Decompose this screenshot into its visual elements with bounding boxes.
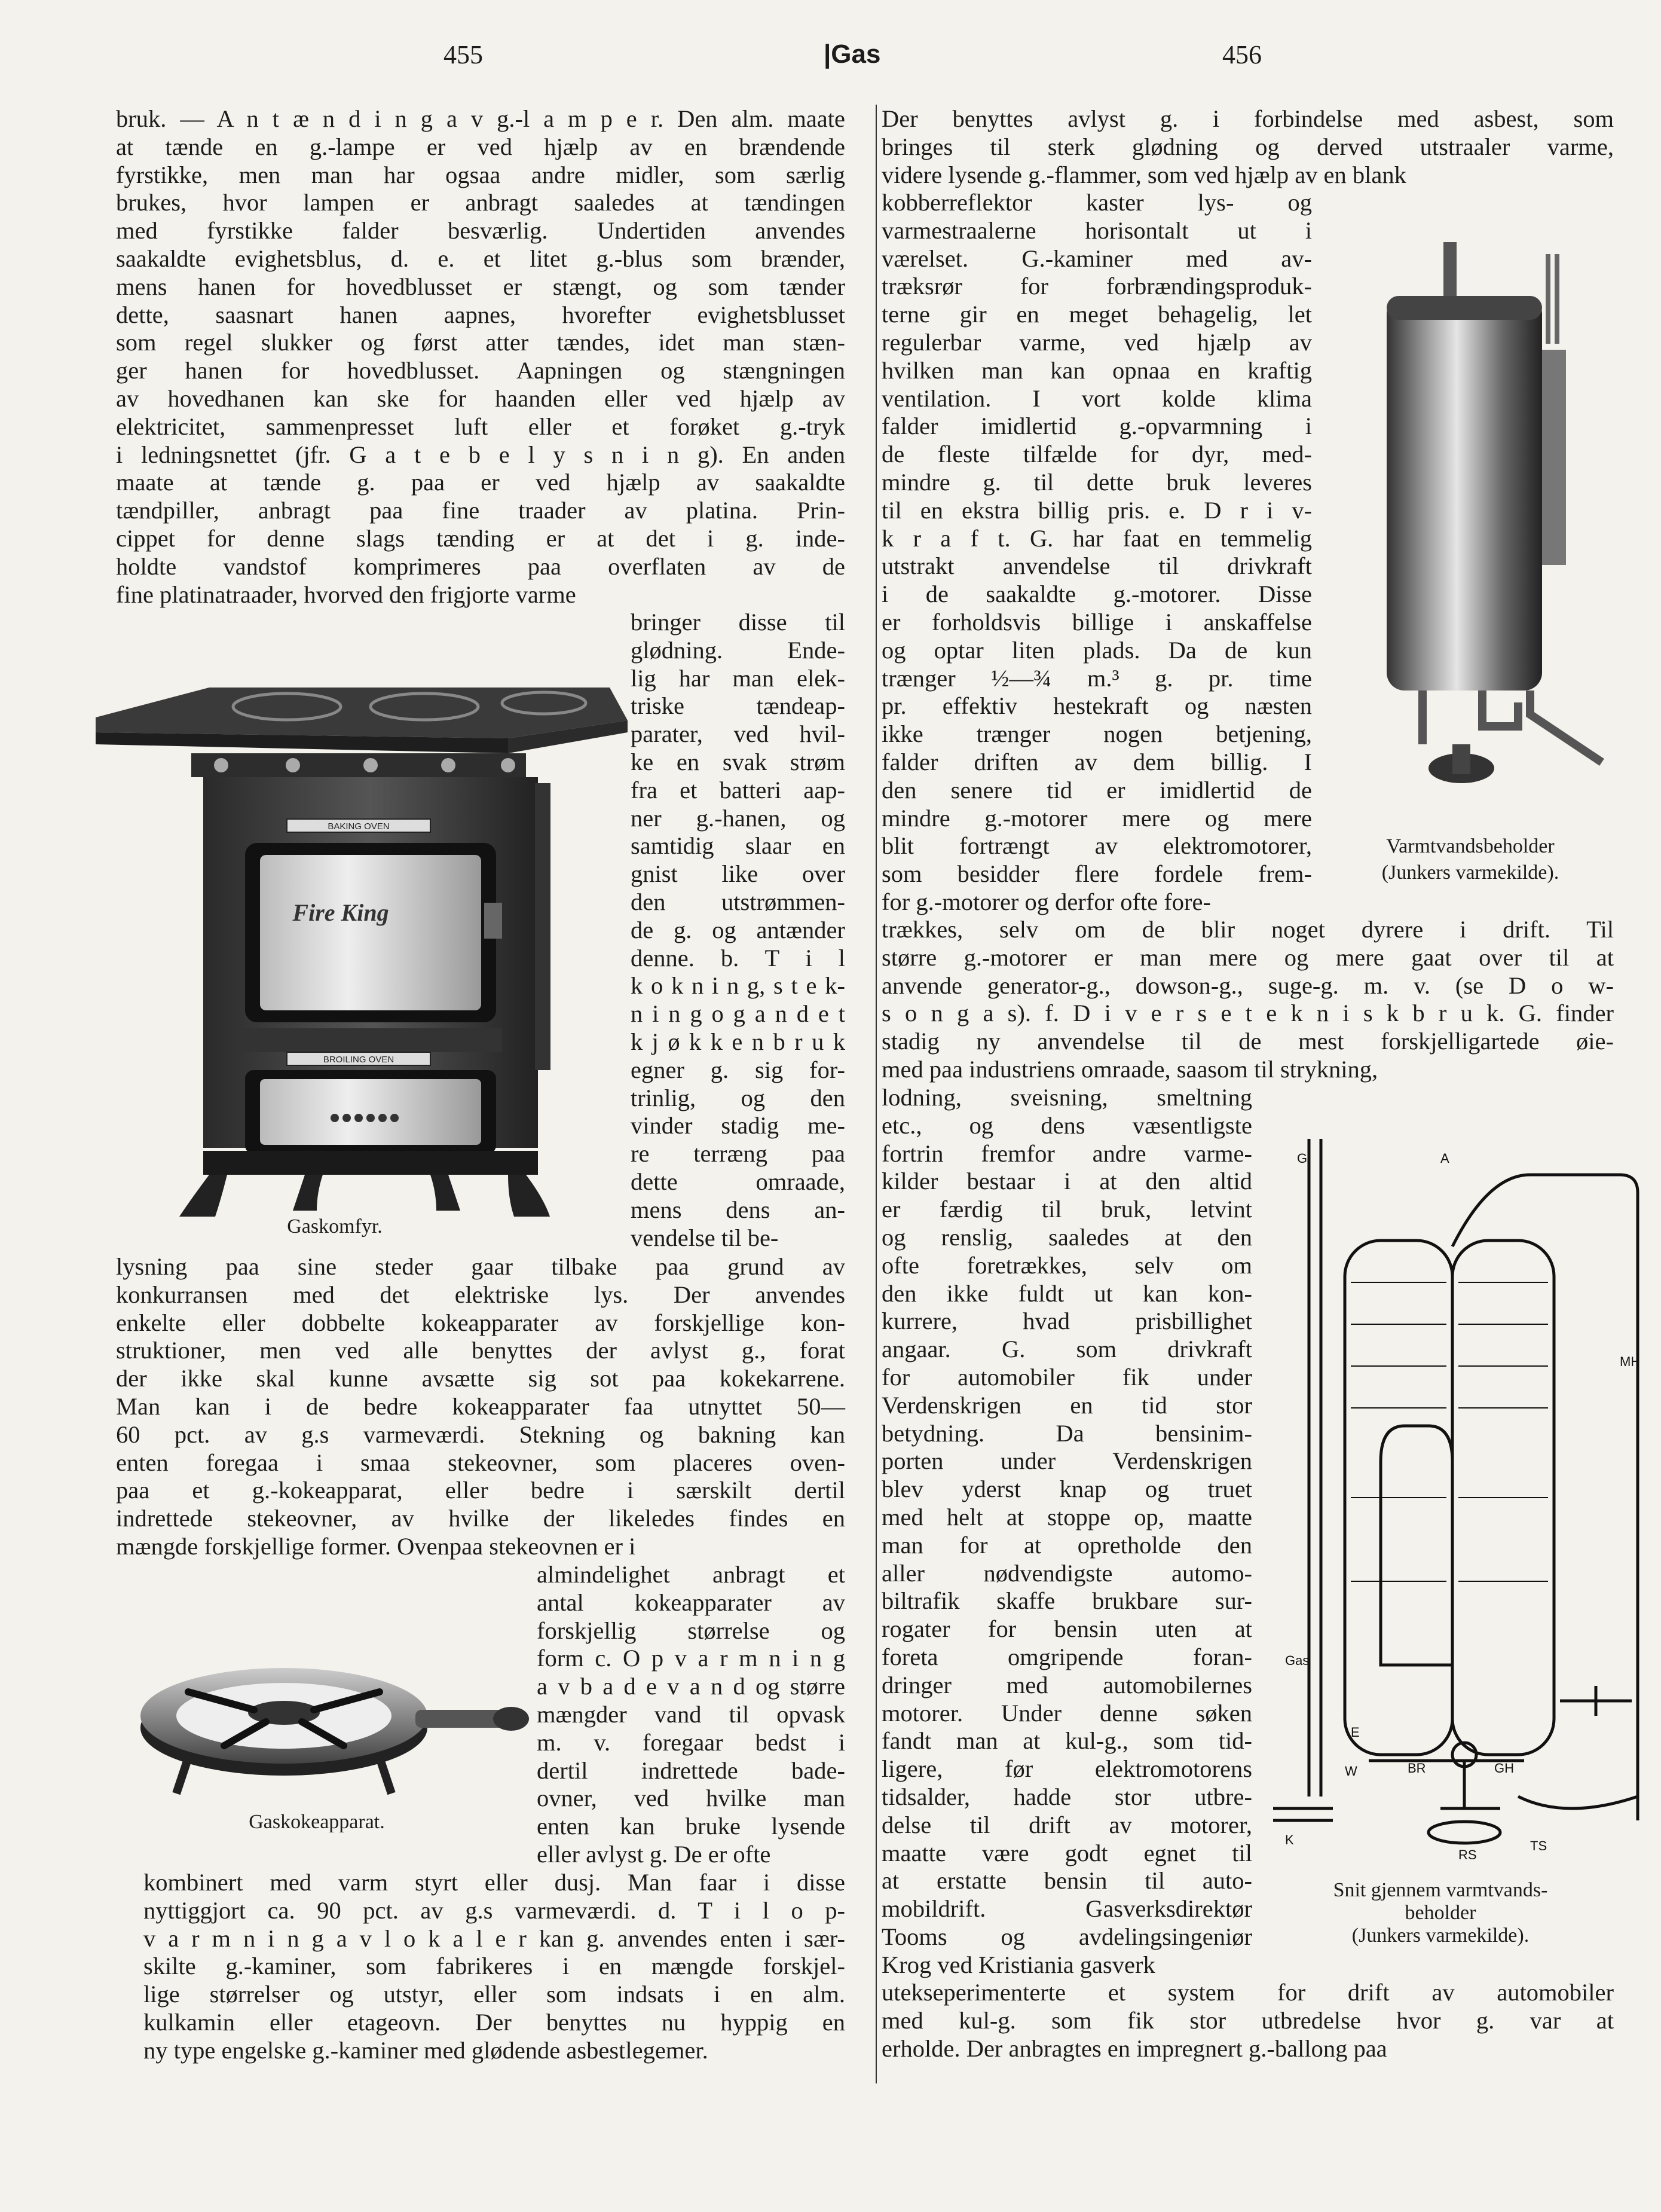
text-line: blit fortrængt av elektromotorer, — [882, 832, 1312, 860]
text-line: brukes, hvor lampen er anbragt saaledes at tændingen — [116, 189, 845, 216]
text-line: varmestraalerne horisontalt ut i — [882, 216, 1312, 244]
text-line: fine platinatraader, hvorved den frigjorte varme — [116, 581, 576, 608]
text-line: lysning paa sine steder gaar tilbake paa grund av — [116, 1253, 845, 1280]
text-line: regulerbar varme, ved hjælp av — [882, 328, 1312, 356]
left-page-number: 455 — [443, 40, 483, 69]
diagram-label: Gas — [1285, 1653, 1310, 1668]
text-line: som regel slukker og først atter tændes, idet man stæn- — [116, 329, 845, 356]
text-line: k o k n i n g, s t e k- — [631, 972, 845, 1000]
text-line: ger hanen for hovedblusset. Aapningen og stængningen — [116, 357, 845, 384]
text-line: trænger ½—¾ m.³ g. pr. time — [882, 664, 1312, 692]
text-line: er færdig til bruk, letvint — [882, 1196, 1252, 1223]
text-line: pr. effektiv hestekraft og næsten — [882, 692, 1312, 720]
text-line: trækkes, selv om de blir noget dyrere i drift. Til — [882, 916, 1614, 943]
left-column-top — [116, 105, 845, 609]
text-line: a v b a d e v a n d og større — [537, 1673, 845, 1700]
text-line: de g. og antænder — [631, 916, 845, 943]
text-line: betydning. Da bensinim- — [882, 1419, 1252, 1447]
text-line: motorer. Under denne søken — [882, 1699, 1252, 1727]
text-line: mængder vand til opvask — [537, 1700, 845, 1728]
text-line: erholde. Der anbragtes en impregnert g.-ballong paa — [882, 2034, 1387, 2062]
text-line: vendelse til be- — [631, 1224, 779, 1251]
text-line: bruk. — A n t æ n d i n g a v g.-l a m p e r. Den alm. maate — [116, 105, 845, 132]
text-line: almindelighet anbragt et — [537, 1561, 845, 1588]
diagram-label: MH — [1620, 1354, 1641, 1369]
burner-caption: Gaskokeapparat. — [249, 1811, 385, 1833]
text-line: forskjellig størrelse og — [537, 1617, 845, 1644]
text-line: mens dens an- — [631, 1196, 845, 1223]
text-line: enten kan bruke lysende — [537, 1813, 845, 1840]
text-line: elektricitet, sammenpresset luft eller et forøket g.-tryk — [116, 413, 845, 440]
stove-caption: Gaskomfyr. — [287, 1215, 383, 1238]
text-line: m. v. foregaar bedst i — [537, 1728, 845, 1756]
text-line: stadig ny anvendelse til de mest forskjelligartede øie- — [882, 1028, 1614, 1055]
text-line: i de saakaldte g.-motorer. Disse — [882, 581, 1312, 608]
diagram-label: G — [1297, 1151, 1308, 1166]
text-line: anvende generator-g., dowson-g., suge-g. m. v. (se D o w- — [882, 971, 1614, 999]
text-line: den ikke fuldt ut kan kon- — [882, 1279, 1252, 1307]
left-column-middle — [116, 1253, 845, 1561]
text-line: blev yderst knap og truet — [882, 1475, 1252, 1503]
text-line: porten under Verdenskrigen — [882, 1447, 1252, 1475]
text-line: med helt at stoppe op, maatte — [882, 1503, 1252, 1530]
text-line: gnist like over — [631, 860, 845, 888]
text-line: kulkamin eller etageovn. Der benyttes nu hyppig en — [143, 2008, 845, 2036]
text-line: denne. b. T i l — [631, 944, 845, 971]
text-line: kombinert med varm styrt eller dusj. Man faar i disse — [143, 1869, 845, 1896]
text-line: ventilation. I vort kolde klima — [882, 384, 1312, 412]
text-line: utekseperimenterte et system for drift av automobiler — [882, 1979, 1614, 2006]
text-line: mindre g. til dette bruk leveres — [882, 468, 1312, 496]
right-column-beside-heater — [882, 189, 1312, 916]
column-divider — [876, 105, 877, 2083]
text-line: foreta omgripende foran- — [882, 1643, 1252, 1670]
text-line: holdte vandstof komprimeres paa overflaten av de — [116, 552, 845, 580]
text-line: fandt man at kul-g., som tid- — [882, 1727, 1252, 1755]
diagram-label: BR — [1408, 1761, 1426, 1776]
text-line: tændpiller, anbragt paa fine traader av platina. Prin- — [116, 497, 845, 524]
right-column-middle — [882, 916, 1614, 1084]
text-line: Man kan i de bedre kokeapparater faa utnyttet 50— — [116, 1392, 845, 1420]
text-line: angaar. G. som drivkraft — [882, 1336, 1252, 1363]
text-line: for automobiler fik under — [882, 1363, 1252, 1391]
text-line: aller nødvendigste automo- — [882, 1559, 1252, 1587]
diagram-label: GH — [1494, 1761, 1514, 1776]
text-line: og optar liten plads. Da de kun — [882, 636, 1312, 664]
text-line: enten foregaa i smaa stekeovner, som placeres oven- — [116, 1449, 845, 1476]
text-line: indrettede stekeovner, av hvilke der likeledes findes en — [116, 1505, 845, 1532]
heater-caption-line1: Varmtvandsbeholder — [1386, 835, 1555, 857]
text-line: med paa industriens omraade, saasom til strykning, — [882, 1055, 1378, 1083]
text-line: er forholdsvis billige i anskaffelse — [882, 608, 1312, 636]
text-line: biltrafik skaffe brukbare sur- — [882, 1587, 1252, 1615]
text-line: cippet for denne slags tænding er at det i g. inde- — [116, 524, 845, 552]
right-column-bottom — [882, 1979, 1614, 2063]
text-line: k r a f t. G. har faat en temmelig — [882, 524, 1312, 552]
text-line: at erstatte bensin til auto- — [882, 1867, 1252, 1895]
left-column-bottom — [143, 1869, 845, 2065]
text-line: rogater for bensin uten at — [882, 1615, 1252, 1643]
diagram-label: W — [1345, 1764, 1357, 1779]
text-line: mindre g.-motorer mere og mere — [882, 804, 1312, 832]
text-line: glødning. Ende- — [631, 636, 845, 664]
text-line: at tænde en g.-lampe er ved hjælp av en brændende — [116, 133, 845, 160]
diagram-caption-line3: (Junkers varmekilde). — [1351, 1924, 1530, 1947]
text-line: kurrere, hvad prisbillighet — [882, 1307, 1252, 1335]
text-line: falder imidlertid g.-opvarmning i — [882, 413, 1312, 440]
text-line: kilder bestaar i at den altid — [882, 1168, 1252, 1195]
text-line: etc., og dens væsentligste — [882, 1111, 1252, 1139]
text-line: antal kokeapparater av — [537, 1588, 845, 1616]
text-line: utstrakt anvendelse til drivkraft — [882, 552, 1312, 580]
text-line: ovner, ved hvilke man — [537, 1785, 845, 1812]
text-line: videre lysende g.-flammer, som ved hjælp av en blank — [882, 161, 1406, 188]
text-line: større g.-motorer er man mere og mere gaat over til at — [882, 943, 1614, 971]
stove-upper-plate: BAKING OVEN — [328, 821, 390, 832]
text-line: samtidig slaar en — [631, 832, 845, 860]
right-column-beside-diagram — [882, 1084, 1252, 1979]
text-line: dertil indrettede bade- — [537, 1756, 845, 1784]
text-line: eller avlyst g. De er ofte — [537, 1840, 771, 1868]
text-line: triske tændeap- — [631, 692, 845, 720]
text-line: kobberreflektor kaster lys- og — [882, 189, 1312, 216]
text-line: fortrin fremfor andre varme- — [882, 1139, 1252, 1167]
text-line: Krog ved Kristiania gasverk — [882, 1951, 1155, 1978]
text-line: bringes til sterk glødning og derved utstraaler varme, — [882, 133, 1614, 160]
text-line: struktioner, men ved alle benyttes der avlyst g., forat — [116, 1337, 845, 1364]
text-line: trinlig, og den — [631, 1084, 845, 1111]
text-line: man for at opretholde den — [882, 1531, 1252, 1559]
text-line: parater, ved hvil- — [631, 720, 845, 748]
text-line: saakaldte evighetsblus, d. e. et litet g.-blus som brænder, — [116, 245, 845, 272]
text-line: av hovedhanen kan ske for haanden eller ved hjælp av — [116, 384, 845, 412]
text-line: k j ø k k e n b r u k — [631, 1028, 845, 1055]
text-line: for g.-motorer og derfor ofte fore- — [882, 888, 1212, 915]
left-column-beside-stove — [631, 609, 845, 1252]
page-title: |Gas — [824, 39, 881, 69]
right-column-top — [882, 105, 1614, 189]
diagram-caption-line2: beholder — [1405, 1902, 1476, 1924]
text-line: dette, saasnart hanen aapnes, hvorefter evighetsblusset — [116, 301, 845, 328]
stove-lower-plate: BROILING OVEN — [323, 1055, 394, 1065]
diagram-label: RS — [1458, 1847, 1477, 1862]
text-line: ofte foretrækkes, selv om — [882, 1251, 1252, 1279]
text-line: v a r m n i n g a v l o k a l e r kan g. anvendes enten i sær- — [143, 1924, 845, 1952]
text-line: egner g. sig for- — [631, 1056, 845, 1083]
left-column-beside-burner — [537, 1561, 845, 1869]
right-page-number: 456 — [1222, 40, 1262, 69]
text-line: i ledningsnettet (jfr. G a t e b e l y s n i n g). En anden — [116, 441, 845, 468]
text-line: til en ekstra billig pris. e. D r i v- — [882, 496, 1312, 524]
text-line: med kul-g. som fik stor utbredelse hvor g. var at — [882, 2006, 1614, 2034]
text-line: paa et g.-kokeapparat, eller bedre i særskilt dertil — [116, 1477, 845, 1504]
text-line: maatte være godt egnet til — [882, 1839, 1252, 1866]
diagram-label: K — [1285, 1832, 1294, 1847]
text-line: form c. O p v a r m n i n g — [537, 1645, 845, 1672]
text-line: ny type engelske g.-kaminer med glødende asbestlegemer. — [143, 2036, 708, 2064]
text-line: 60 pct. av g.s varmeværdi. Stekning og bakning kan — [116, 1420, 845, 1448]
text-line: værelset. G.-kaminer med av- — [882, 245, 1312, 272]
text-line: lodning, sveisning, smeltning — [882, 1084, 1252, 1111]
water-heater-section-diagram — [1261, 1127, 1656, 1862]
diagram-label: E — [1351, 1725, 1360, 1740]
stove-brand: Fire King — [292, 899, 389, 926]
text-line: skilte g.-kaminer, som fabrikeres i en mængde forskjel- — [143, 1953, 845, 1980]
text-line: nyttiggjort ca. 90 pct. av g.s varmeværdi. d. T i l o p- — [143, 1896, 845, 1924]
text-line: enkelte eller dobbelte kokeapparater av forskjellige kon- — [116, 1309, 845, 1336]
text-line: dringer med automobilernes — [882, 1671, 1252, 1698]
text-line: lige størrelser og utstyr, eller som indsats i en alm. — [143, 1981, 845, 2008]
text-line: ke en svak strøm — [631, 748, 845, 775]
text-line: lig har man elek- — [631, 664, 845, 692]
text-line: s o n g a s). f. D i v e r s e t e k n i s k b r u k. G. finder — [882, 1000, 1614, 1027]
text-line: n i n g o g a n d e t — [631, 1000, 845, 1028]
text-line: vinder stadig me- — [631, 1112, 845, 1139]
text-line: ligere, før elektromotorens — [882, 1755, 1252, 1783]
heater-caption-line2: (Junkers varmekilde). — [1381, 861, 1559, 884]
text-line: den utstrømmen- — [631, 888, 845, 915]
text-line: bringer disse til — [631, 609, 845, 636]
text-line: de fleste tilfælde for dyr, med- — [882, 441, 1312, 468]
text-line: hvilken man kan opnaa en kraftig — [882, 356, 1312, 384]
text-line: der ikke skal kunne avsætte sig sot paa kokekarrene. — [116, 1365, 845, 1392]
text-line: med fyrstikke falder besværlig. Undertiden anvendes — [116, 217, 845, 245]
gas-stove-illustration — [90, 664, 634, 1226]
text-line: fra et batteri aap- — [631, 776, 845, 803]
text-line: og renslig, saaledes at den — [882, 1223, 1252, 1251]
text-line: konkurransen med det elektriske lys. Der anvendes — [116, 1281, 845, 1308]
diagram-label: A — [1440, 1151, 1449, 1166]
text-line: den senere tid er imidlertid de — [882, 776, 1312, 803]
text-line: falder driften av dem billig. I — [882, 748, 1312, 775]
diagram-caption-line1: Snit gjennem varmtvands- — [1333, 1879, 1548, 1901]
text-line: terne gir en meget behagelig, let — [882, 301, 1312, 328]
text-line: delse til drift av motorer, — [882, 1811, 1252, 1838]
diagram-label: TS — [1530, 1838, 1547, 1853]
text-line: som besidder flere fordele frem- — [882, 860, 1312, 888]
text-line: fyrstikke, men man har ogsaa andre midler, som særlig — [116, 161, 845, 188]
text-line: mængde forskjellige former. Ovenpaa stekeovnen er i — [116, 1532, 636, 1560]
text-line: træksrør for forbrændingsproduk- — [882, 273, 1312, 300]
text-line: Tooms og avdelingsingeniør — [882, 1923, 1252, 1950]
text-line: maate at tænde g. paa er ved hjælp av saakaldte — [116, 469, 845, 496]
gas-burner-illustration — [117, 1626, 535, 1805]
text-line: ner g.-hanen, og — [631, 804, 845, 832]
water-heater-illustration — [1351, 230, 1608, 828]
text-line: mobildrift. Gasverksdirektør — [882, 1895, 1252, 1923]
text-line: tidsalder, hadde stor utbre- — [882, 1783, 1252, 1810]
text-line: Der benyttes avlyst g. i forbindelse med asbest, som — [882, 105, 1614, 132]
text-line: ikke trænger nogen betjening, — [882, 720, 1312, 748]
text-line: re terræng paa — [631, 1140, 845, 1168]
text-line: dette omraade, — [631, 1168, 845, 1195]
text-line: mens hanen for hovedblusset er stængt, og som tænder — [116, 273, 845, 300]
text-line: Verdenskrigen en tid stor — [882, 1391, 1252, 1419]
